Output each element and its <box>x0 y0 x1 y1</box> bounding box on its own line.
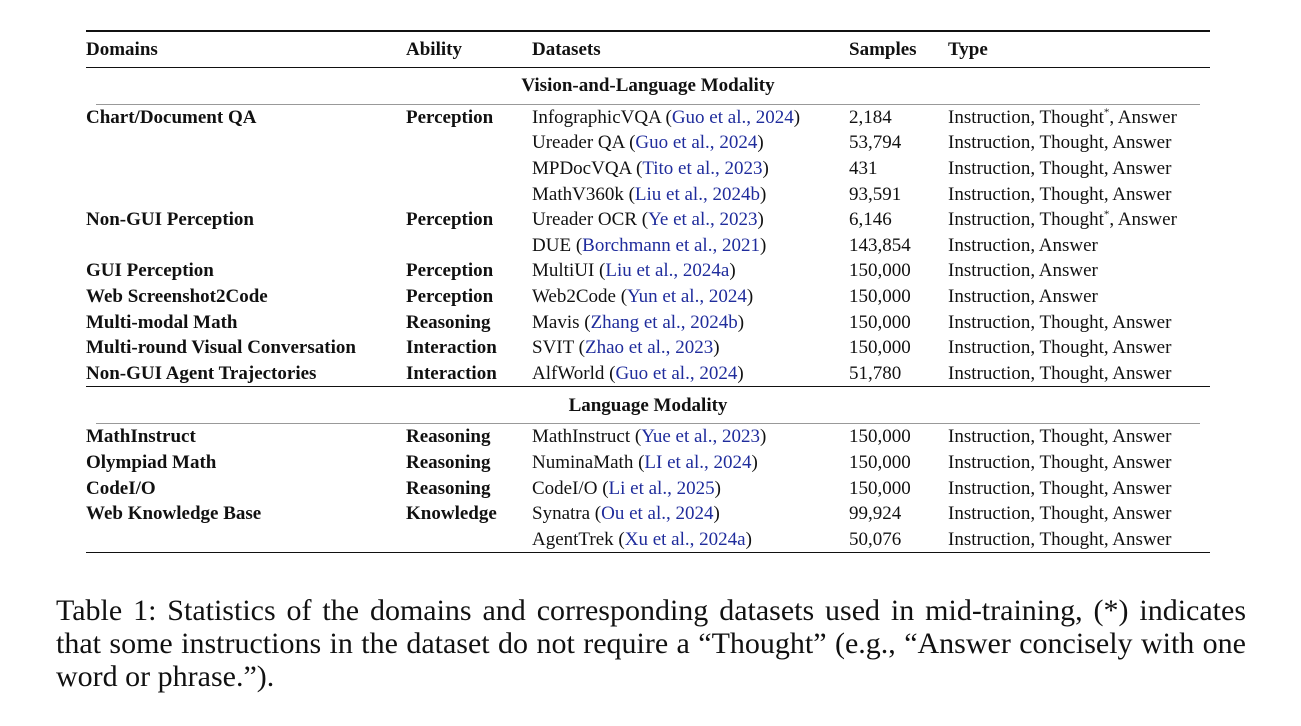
dataset-name: MultiUI <box>532 260 595 282</box>
type-cell <box>948 501 1210 527</box>
citation-authors: Yun et al., <box>627 285 709 307</box>
domain-cell: MathInstruct <box>86 426 196 448</box>
domain-cell: Non-GUI Agent Trajectories <box>86 362 317 384</box>
dataset-cell: Web2Code (Yun et al., 2024) <box>532 285 754 307</box>
table-row <box>86 475 1210 501</box>
type-cell <box>948 181 1210 207</box>
citation-authors: Liu et al., <box>605 260 683 282</box>
dataset-cell: DUE (Borchmann et al., 2021) <box>532 234 767 256</box>
samples-cell: 53,794 <box>849 132 902 154</box>
citation-year: 2024 <box>755 106 794 128</box>
dataset-cell: AgentTrek (Xu et al., 2024a) <box>532 526 849 552</box>
type-cell <box>948 156 1210 182</box>
table-row <box>86 424 1210 450</box>
type-text: Instruction, Thought, Answer <box>948 337 1172 359</box>
type-text: Instruction, Thought <box>948 209 1104 231</box>
samples-cell: 150,000 <box>849 260 911 282</box>
citation-authors: LI et al., <box>644 451 714 473</box>
table-caption: Table 1: Statistics of the domains and corresponding datasets used in mid-training, (*) indicates that some instructions in the dataset do not require a “Thought” (e.g., “Answer concisely with one word or phrase.”). <box>56 594 1246 693</box>
type-text: Instruction, Answer <box>948 285 1098 307</box>
citation-authors: Yue et al., <box>641 426 722 448</box>
citation-year: 2024 <box>713 451 752 473</box>
ability-cell: Knowledge <box>406 503 497 525</box>
ability-cell: Reasoning <box>406 451 491 473</box>
samples-cell: 150,000 <box>849 477 911 499</box>
citation-authors: Liu et al., <box>634 183 713 205</box>
type-cell <box>948 284 1210 310</box>
citation-year: 2024a <box>699 528 746 550</box>
type-text: Instruction, Thought, Answer <box>948 451 1172 473</box>
type-text: Instruction, Thought, Answer <box>948 157 1172 179</box>
type-text: Instruction, Answer <box>948 234 1098 256</box>
dataset-name: InfographicVQA <box>532 106 661 128</box>
citation-year: 2023 <box>675 337 714 359</box>
table-row <box>86 258 1210 284</box>
ability-cell: Reasoning <box>406 477 491 499</box>
type-cell <box>948 335 1210 361</box>
dataset-cell: Ureader OCR (Ye et al., 2023) <box>532 209 764 231</box>
domain-cell <box>86 526 406 552</box>
dataset-cell: MathV360k (Liu et al., 2024b) <box>532 183 767 205</box>
section-header-row <box>86 387 1210 424</box>
thought-footnote-mark: * <box>1103 106 1110 119</box>
domain-cell <box>86 232 406 258</box>
dataset-name: MathV360k <box>532 183 624 205</box>
ability-cell: Perception <box>406 285 494 307</box>
citation-authors: Borchmann et al., <box>582 234 722 256</box>
dataset-name: Ureader QA <box>532 132 625 154</box>
citation-year: 2024a <box>682 260 730 282</box>
citation-year: 2024b <box>690 311 738 333</box>
type-cell <box>948 475 1210 501</box>
samples-cell: 6,146 <box>849 209 892 231</box>
samples-cell: 150,000 <box>849 285 911 307</box>
type-text: Instruction, Thought, Answer <box>948 477 1172 499</box>
ability-cell: Interaction <box>406 337 497 359</box>
dataset-name: DUE <box>532 234 572 256</box>
ability-cell: Reasoning <box>406 311 491 333</box>
table-row <box>86 450 1210 476</box>
dataset-name: Mavis <box>532 311 580 333</box>
type-text: Instruction, Thought, Answer <box>948 528 1172 550</box>
table-row <box>86 335 1210 361</box>
citation-year: 2024b <box>712 183 760 205</box>
citation-authors: Xu et al., <box>624 528 700 550</box>
type-cell <box>948 130 1210 156</box>
citation-year: 2023 <box>721 426 760 448</box>
table-row <box>86 309 1210 335</box>
ability-cell <box>406 232 532 258</box>
ability-cell: Reasoning <box>406 426 491 448</box>
ability-cell <box>406 156 532 182</box>
citation-authors: Ye et al., <box>648 209 720 231</box>
dataset-cell: AlfWorld (Guo et al., 2024) <box>532 362 744 384</box>
dataset-cell: MathInstruct (Yue et al., 2023) <box>532 426 767 448</box>
citation-authors: Guo et al., <box>635 132 720 154</box>
domain-cell: Multi-modal Math <box>86 311 238 333</box>
citation-year: 2024 <box>675 503 714 525</box>
domain-cell <box>86 130 406 156</box>
type-cell <box>948 105 1210 131</box>
ability-cell: Perception <box>406 260 494 282</box>
domain-cell: Chart/Document QA <box>86 106 257 128</box>
table-row <box>86 284 1210 310</box>
header-ability: Ability <box>406 31 532 67</box>
header-domains: Domains <box>86 31 406 67</box>
section-title: Language Modality <box>86 387 1210 424</box>
domain-cell: Olympiad Math <box>86 451 217 473</box>
samples-cell: 2,184 <box>849 106 892 128</box>
type-cell <box>948 309 1210 335</box>
type-text-suffix: , Answer <box>1109 106 1177 128</box>
dataset-cell: Ureader QA (Guo et al., 2024) <box>532 132 764 154</box>
dataset-cell: Synatra (Ou et al., 2024) <box>532 503 720 525</box>
citation-year: 2024 <box>719 132 758 154</box>
citation-year: 2024 <box>708 285 747 307</box>
samples-cell: 143,854 <box>849 234 911 256</box>
table-row <box>86 360 1210 386</box>
dataset-name: Web2Code <box>532 285 616 307</box>
samples-cell: 99,924 <box>849 503 902 525</box>
table-row <box>86 526 1210 552</box>
section-title: Vision-and-Language Modality <box>521 75 775 96</box>
table-body <box>86 67 1210 553</box>
ability-cell <box>406 181 532 207</box>
type-text: Instruction, Thought, Answer <box>948 503 1172 525</box>
ability-cell <box>406 130 532 156</box>
type-cell <box>948 424 1210 450</box>
citation-year: 2025 <box>676 477 715 499</box>
citation-authors: Li et al., <box>608 477 677 499</box>
type-text: Instruction, Thought, Answer <box>948 311 1172 333</box>
dataset-name: Synatra <box>532 503 591 525</box>
type-text: Instruction, Thought, Answer <box>948 426 1172 448</box>
domain-cell <box>86 181 406 207</box>
dataset-name: NuminaMath <box>532 451 634 473</box>
type-cell <box>948 360 1210 386</box>
ability-cell <box>406 526 532 552</box>
ability-cell: Perception <box>406 209 494 231</box>
samples-cell: 51,780 <box>849 362 902 384</box>
samples-cell: 50,076 <box>849 526 948 552</box>
citation-year: 2023 <box>719 209 758 231</box>
table-row <box>86 232 1210 258</box>
type-text: Instruction, Thought, Answer <box>948 183 1172 205</box>
dataset-name: AlfWorld <box>532 362 605 384</box>
citation-authors: Guo et al., <box>615 362 700 384</box>
thought-footnote-mark: * <box>1103 208 1110 221</box>
domain-cell: Web Screenshot2Code <box>86 285 268 307</box>
citation-authors: Ou et al., <box>601 503 676 525</box>
samples-cell: 93,591 <box>849 183 902 205</box>
type-cell <box>948 207 1210 233</box>
type-cell <box>948 258 1210 284</box>
type-text-suffix: , Answer <box>1109 209 1177 231</box>
type-text: Instruction, Thought, Answer <box>948 362 1172 384</box>
samples-cell: 150,000 <box>849 451 911 473</box>
citation-year: 2023 <box>724 157 763 179</box>
citation-authors: Tito et al., <box>642 157 725 179</box>
citation-authors: Guo et al., <box>671 106 756 128</box>
dataset-name: MPDocVQA <box>532 157 632 179</box>
table-row <box>86 105 1210 131</box>
type-text: Instruction, Answer <box>948 260 1098 282</box>
section-header-row <box>86 67 1210 104</box>
dataset-name: SVIT <box>532 337 574 359</box>
citation-year: 2021 <box>721 234 760 256</box>
dataset-cell: InfographicVQA (Guo et al., 2024) <box>532 106 801 128</box>
table-row <box>86 207 1210 233</box>
dataset-name: AgentTrek <box>532 528 614 550</box>
citation-authors: Zhang et al., <box>590 311 691 333</box>
statistics-table <box>86 30 1210 553</box>
dataset-cell: NuminaMath (LI et al., 2024) <box>532 451 758 473</box>
citation-authors: Zhao et al., <box>584 337 676 359</box>
dataset-cell: CodeI/O (Li et al., 2025) <box>532 477 721 499</box>
dataset-name: CodeI/O <box>532 477 598 499</box>
domain-cell: GUI Perception <box>86 260 214 282</box>
type-text: Instruction, Thought <box>948 106 1104 128</box>
citation-year: 2024 <box>699 362 738 384</box>
header-samples: Samples <box>849 31 948 67</box>
table-row <box>86 156 1210 182</box>
domain-cell: Web Knowledge Base <box>86 503 262 525</box>
table-row <box>86 181 1210 207</box>
header-row <box>86 31 1210 67</box>
type-cell <box>948 232 1210 258</box>
dataset-cell: MPDocVQA (Tito et al., 2023) <box>532 157 769 179</box>
samples-cell: 431 <box>849 157 878 179</box>
dataset-cell: SVIT (Zhao et al., 2023) <box>532 337 720 359</box>
table-row <box>86 130 1210 156</box>
dataset-cell: MultiUI (Liu et al., 2024a) <box>532 260 736 282</box>
header-type: Type <box>948 31 1210 67</box>
samples-cell: 150,000 <box>849 426 911 448</box>
table-row <box>86 501 1210 527</box>
header-datasets: Datasets <box>532 31 849 67</box>
domain-cell: CodeI/O <box>86 477 156 499</box>
type-cell <box>948 526 1210 552</box>
samples-cell: 150,000 <box>849 337 911 359</box>
samples-cell: 150,000 <box>849 311 911 333</box>
ability-cell: Perception <box>406 106 494 128</box>
dataset-cell: Mavis (Zhang et al., 2024b) <box>532 311 745 333</box>
type-text: Instruction, Thought, Answer <box>948 132 1172 154</box>
domain-cell: Multi-round Visual Conversation <box>86 337 356 359</box>
ability-cell: Interaction <box>406 362 497 384</box>
domain-cell: Non-GUI Perception <box>86 209 254 231</box>
dataset-name: MathInstruct <box>532 426 631 448</box>
type-cell <box>948 450 1210 476</box>
dataset-name: Ureader OCR <box>532 209 637 231</box>
domain-cell <box>86 156 406 182</box>
